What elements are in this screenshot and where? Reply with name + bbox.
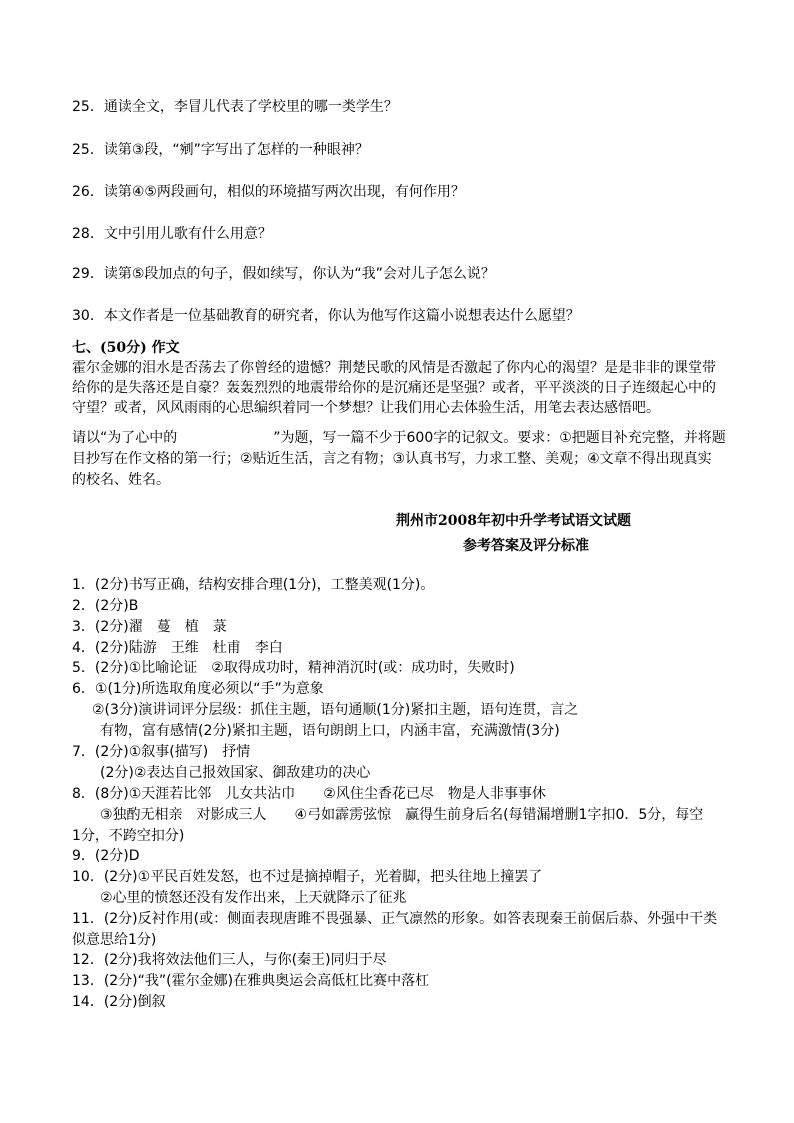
answer-item: 2．(2分)B [72,598,139,614]
essay-prompt-line [72,428,726,448]
question-item: 25．通读全文，李冒儿代表了学校里的哪一类学生？ [72,99,398,115]
question-item: 26．读第④⑤两段画句，相似的环境描写两次出现，有何作用？ [72,184,465,200]
question-item: 28．文中引用儿歌有什么用意？ [72,226,272,242]
essay-text-line: 给你的是失落还是自豪？轰轰烈烈的地震带给你的是沉痛还是坚强？或者，平平淡淡的日子连缀起心中的 [72,380,716,396]
answer-item: 7．(2分)①叙事(描写) 抒情 [72,744,251,760]
prompt-after-blank: ”为题，写一篇不少于600字的记叙文。要求：①把题目补充完整，并将题 [273,430,726,446]
answer-item: 4．(2分)陆游 王维 杜甫 李白 [72,640,283,656]
answer-item: (2分)②表达自己报效国家、御敌建功的决心 [100,765,371,781]
answer-item: 10．(2分)①平民百姓发怒，也不过是摘掉帽子，光着脚，把头往地上撞罢了 [72,869,543,885]
answer-item: 5．(2分)①比喻论证 ②取得成功时，精神消沉时(或：成功时，失败时) [72,660,515,676]
answer-item: 1．(2分)书写正确，结构安排合理(1分)，工整美观(1分)。 [72,577,435,593]
answer-item: 1分，不跨空扣分) [72,828,185,844]
answer-item: 14．(2分)倒叙 [72,994,166,1010]
answer-item: ②心里的愤怒还没有发作出来，上天就降示了征兆 [100,890,407,906]
question-item: 25．读第③段，“剜”字写出了怎样的一种眼神？ [72,142,369,158]
answer-item: 6．①(1分)所选取角度必须以“手”为意象 [72,681,324,697]
answer-item: ③独酌无相亲 对影成三人 ④弓如霹雳弦惊 赢得生前身后名(每错漏增删1字扣0．5分，每空 [100,807,704,823]
essay-prompt-line: 目抄写在作文格的第一行；②贴近生活，言之有物；③认真书写，力求工整、美观；④文章不得出现真实 [72,451,712,467]
prompt-before-blank: 请以“为了心中的 [72,430,178,446]
answer-item: 有物，富有感情(2分)紧扣主题，语句朗朗上口，内涵丰富，充满激情(3分) [100,723,560,739]
question-item: 30．本文作者是一位基础教育的研究者，你认为他写作这篇小说想表达什么愿望？ [72,308,580,324]
answer-item: 8．(8分)①天涯若比邻 儿女共沾巾 ②风住尘香花已尽 物是人非事事休 [72,786,546,802]
answer-title-line1: 荆州市2008年初中升学考试语文试题 [396,513,631,529]
answer-item: 13．(2分)“我”(霍尔金娜)在雅典奥运会高低杠比赛中落杠 [72,973,430,989]
question-item: 29．读第⑤段加点的句子，假如续写，你认为“我”会对儿子怎么说？ [72,266,495,282]
answer-item: ②(3分)演讲词评分层级：抓住主题，语句通顺(1分)紧扣主题，语句连贯，言之 [92,702,579,718]
answer-item: 11．(2分)反衬作用(或：侧面表现唐雎不畏强暴、正气凛然的形象。如答表现秦王前倨后恭、外强中干类 [72,911,718,927]
answer-item: 似意思给1分) [72,932,157,948]
answer-item: 12．(2分)我将效法他们三人，与你(秦王)同归于尽 [72,952,387,968]
essay-text-line: 守望？或者，风风雨雨的心思编织着同一个梦想？让我们用心去体验生活，用笔去表达感悟吧。 [72,400,660,416]
answer-item: 9．(2分)D [72,848,140,864]
answer-item: 3．(2分)濯 蔓 植 菉 [72,619,227,635]
essay-text-line: 霍尔金娜的泪水是否荡去了你曾经的遗憾？荆楚民歌的风情是否激起了你内心的渴望？是是非非的课堂带 [72,360,716,376]
answer-title-line2: 参考答案及评分标准 [463,538,589,554]
essay-prompt-line: 的校名、姓名。 [72,472,170,488]
essay-heading: 七、(50分) 作文 [72,340,180,356]
